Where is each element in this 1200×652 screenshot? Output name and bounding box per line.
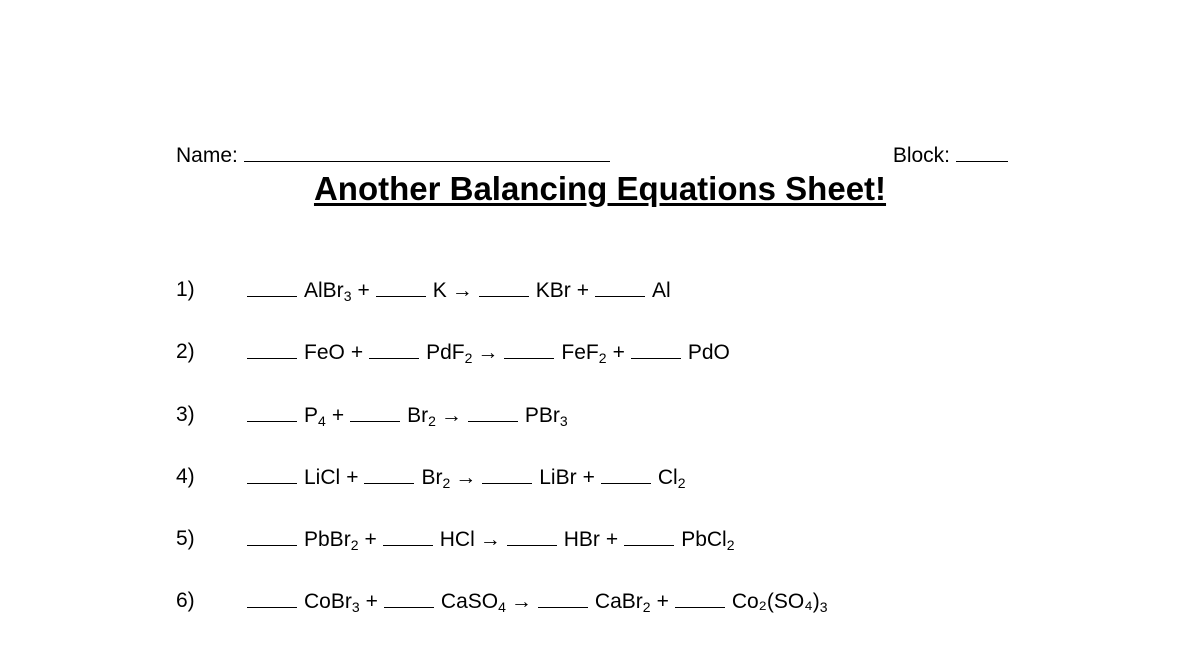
equation-body	[247, 278, 671, 303]
page-title: Another Balancing Equations Sheet!	[313, 170, 887, 207]
compound-formula	[652, 279, 671, 302]
compound-subscript: 3	[343, 288, 352, 304]
equation-row	[176, 589, 1076, 651]
compound-formula	[407, 404, 436, 427]
name-field-group	[176, 140, 610, 168]
compound-symbol: PbCl	[681, 528, 727, 552]
compound-subscript: 2	[428, 412, 436, 429]
compound-formula	[304, 466, 340, 489]
coefficient-blank[interactable]	[631, 340, 681, 359]
equation-row	[176, 340, 1076, 402]
compound-symbol: LiBr	[539, 465, 577, 489]
compound-subscript: 2	[642, 599, 651, 616]
compound-formula	[731, 590, 828, 616]
coefficient-blank[interactable]	[247, 527, 297, 546]
compound-subscript: 2	[464, 350, 473, 367]
coefficient-blank[interactable]	[369, 340, 419, 359]
block-blank-line[interactable]	[956, 140, 1008, 162]
compound-subscript: 2	[350, 537, 359, 554]
compound-formula	[304, 404, 326, 427]
compound-formula	[304, 528, 359, 554]
compound-symbol: PdO	[687, 341, 730, 365]
compound-symbol: Co₂(SO₄)	[731, 590, 820, 614]
compound-formula	[304, 279, 351, 302]
compound-formula	[536, 279, 571, 302]
equation-number: 5)	[176, 527, 195, 551]
compound-subscript: 2	[726, 537, 735, 554]
equation-number: 4)	[176, 464, 195, 488]
equation-number: 2)	[176, 340, 195, 364]
equation-row	[176, 465, 1076, 527]
coefficient-blank[interactable]	[247, 278, 297, 297]
equation-body	[247, 589, 828, 614]
coefficient-blank[interactable]	[247, 340, 297, 359]
compound-formula	[433, 279, 447, 302]
plus-sign: +	[331, 403, 345, 427]
compound-symbol: Al	[652, 279, 671, 302]
equation-body	[247, 527, 735, 552]
reaction-arrow: →	[440, 403, 462, 427]
coefficient-blank[interactable]	[624, 527, 674, 546]
compound-symbol: CaBr	[594, 590, 643, 614]
name-label: Name:	[176, 144, 238, 167]
equation-number: 6)	[176, 589, 195, 613]
name-blank-line[interactable]	[244, 140, 610, 162]
equation-number: 3)	[176, 402, 195, 426]
block-label: Block:	[892, 144, 950, 167]
coefficient-blank[interactable]	[538, 589, 588, 608]
equation-row	[176, 278, 1076, 340]
coefficient-blank[interactable]	[479, 278, 529, 297]
compound-formula	[440, 528, 475, 551]
compound-subscript: 3	[819, 599, 828, 616]
compound-symbol: CaSO	[440, 590, 499, 614]
reaction-arrow: →	[510, 590, 532, 614]
equation-row	[176, 527, 1076, 589]
plus-sign: +	[357, 279, 370, 302]
compound-symbol: KBr	[535, 279, 571, 302]
compound-subscript: 3	[559, 412, 568, 429]
plus-sign: +	[605, 528, 619, 552]
plus-sign: +	[365, 590, 378, 614]
compound-symbol: AlBr	[304, 279, 344, 302]
coefficient-blank[interactable]	[507, 527, 557, 546]
compound-symbol: Cl	[657, 465, 678, 489]
coefficient-blank[interactable]	[595, 278, 645, 297]
reaction-arrow: →	[477, 341, 499, 365]
coefficient-blank[interactable]	[468, 403, 518, 422]
equation-number: 1)	[176, 278, 195, 301]
equation-list	[176, 278, 1076, 652]
equation-body	[247, 403, 568, 428]
equation-body	[247, 465, 686, 490]
reaction-arrow: →	[479, 528, 501, 552]
compound-symbol: FeO	[304, 341, 345, 365]
compound-subscript: 2	[442, 474, 451, 491]
compound-subscript: 3	[351, 599, 360, 616]
coefficient-blank[interactable]	[482, 465, 532, 484]
coefficient-blank[interactable]	[247, 589, 297, 608]
compound-symbol: FeF	[561, 341, 599, 365]
compound-symbol: PbBr	[304, 528, 351, 552]
coefficient-blank[interactable]	[364, 465, 414, 484]
compound-symbol: Br	[407, 403, 429, 427]
compound-formula	[688, 341, 730, 364]
compound-formula	[564, 528, 600, 551]
plus-sign: +	[576, 279, 590, 302]
compound-subscript: 2	[677, 474, 686, 491]
worksheet-header	[176, 140, 1008, 168]
coefficient-blank[interactable]	[247, 403, 297, 422]
compound-subscript: 4	[498, 599, 506, 616]
compound-formula	[594, 590, 651, 616]
compound-symbol: HBr	[563, 528, 600, 552]
compound-subscript: 4	[318, 412, 326, 429]
equation-row	[176, 403, 1076, 465]
coefficient-blank[interactable]	[247, 465, 297, 484]
block-field-group	[893, 140, 1008, 168]
compound-symbol: P	[304, 403, 319, 427]
compound-formula	[421, 466, 450, 489]
compound-symbol: PBr	[524, 403, 560, 427]
coefficient-blank[interactable]	[504, 340, 554, 359]
compound-formula	[539, 466, 576, 489]
compound-formula	[440, 590, 506, 616]
plus-sign: +	[350, 341, 364, 365]
plus-sign: +	[346, 465, 359, 489]
coefficient-blank[interactable]	[383, 527, 433, 546]
compound-formula	[304, 341, 345, 364]
compound-symbol: CoBr	[304, 590, 352, 614]
compound-formula	[561, 341, 607, 367]
coefficient-blank[interactable]	[601, 465, 651, 484]
plus-sign: +	[656, 590, 669, 614]
reaction-arrow: →	[455, 465, 477, 489]
plus-sign: +	[582, 465, 595, 489]
coefficient-blank[interactable]	[350, 403, 400, 422]
coefficient-blank[interactable]	[376, 278, 426, 297]
compound-subscript: 2	[598, 350, 607, 367]
compound-formula	[426, 341, 473, 367]
compound-symbol: HCl	[439, 528, 475, 552]
coefficient-blank[interactable]	[384, 589, 434, 608]
equation-body	[247, 340, 730, 365]
compound-formula	[681, 528, 735, 554]
compound-formula	[525, 404, 568, 427]
plus-sign: +	[364, 528, 377, 552]
compound-formula	[658, 466, 686, 489]
compound-symbol: Br	[421, 465, 443, 489]
compound-symbol: LiCl	[304, 465, 341, 489]
coefficient-blank[interactable]	[675, 589, 725, 608]
reaction-arrow: →	[451, 279, 473, 302]
compound-symbol: K	[432, 279, 447, 302]
plus-sign: +	[612, 341, 625, 365]
compound-formula	[304, 590, 360, 616]
compound-symbol: PdF	[426, 341, 465, 365]
